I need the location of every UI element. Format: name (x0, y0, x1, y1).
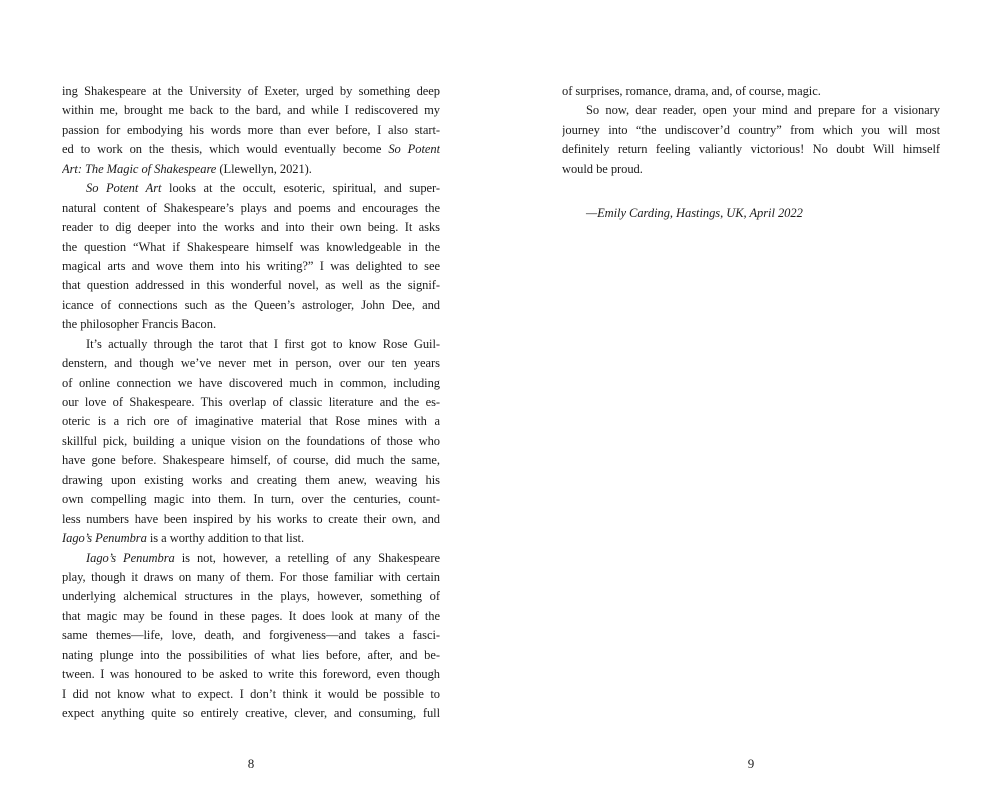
text-line: that magic may be found in these pages. It does look at many of the (62, 608, 440, 623)
text-line: It’s actually through the tarot that I first got to know Rose Guil- (86, 336, 440, 351)
text-line: own compelling magic into them. In turn, over the centuries, count- (62, 492, 440, 507)
paragraph (562, 101, 940, 179)
text-line: I did not know what to expect. I don’t think it would be possible to (62, 686, 440, 701)
page-number-left: 8 (247, 756, 255, 771)
text-line: ing Shakespeare at the University of Exeter, urged by something deep (62, 84, 440, 98)
text-line: Iago’s Penumbra is not, however, a retelling of any Shakespeare (86, 550, 440, 565)
text-line: within me, brought me back to the bard, and while I rediscovered my (62, 103, 440, 118)
text-line: our love of Shakespeare. This overlap of classic literature and the es- (62, 395, 440, 409)
text-line: definitely return feeling valiantly victorious! No doubt Will himself (562, 142, 940, 157)
text-line: drawing upon existing works and creating them anew, weaving his (62, 472, 440, 487)
text-line: icance of connections such as the Queen’s astrologer, John Dee, and (62, 297, 440, 312)
text-line: expect anything quite so entirely creative, clever, and consuming, full (62, 706, 440, 720)
text-line: denstern, and though we’ve never met in person, over our ten years (62, 356, 440, 371)
text-line: that question addressed in this wonderful novel, as well as the signif- (62, 278, 440, 293)
paragraph (562, 82, 940, 101)
text-line: have gone before. Shakespeare himself, of course, did much the same, (62, 453, 440, 468)
text-line: the question “What if Shakespeare himself was knowledgeable in the (62, 239, 440, 254)
page-number-right: 9 (747, 756, 755, 771)
paragraph (62, 549, 440, 724)
text-line: So Potent Art looks at the occult, esoteric, spiritual, and super- (86, 181, 440, 196)
text-line: Art: The Magic of Shakespeare (Llewellyn, 2021). (62, 161, 312, 176)
text-line: of surprises, romance, drama, and, of course, magic. (562, 84, 821, 98)
text-line: same themes—life, love, death, and forgiveness—and takes a fasci- (62, 628, 440, 643)
text-line: ed to work on the thesis, which would eventually become So Potent (62, 142, 440, 157)
paragraph (62, 82, 440, 179)
paragraph (62, 335, 440, 549)
text-line: would be proud. (562, 161, 643, 176)
text-line: Iago’s Penumbra is a worthy addition to that list. (62, 531, 305, 546)
text-line: the philosopher Francis Bacon. (62, 317, 217, 332)
text-line: underlying alchemical structures in the plays, however, something of (62, 589, 440, 604)
text-line: —Emily Carding, Hastings, UK, April 2022 (586, 206, 803, 221)
text-line: less numbers have been inspired by his works to create their own, and (62, 511, 440, 526)
text-line: natural content of Shakespeare’s plays and poems and encourages the (62, 200, 440, 215)
text-line: passion for embodying his words more than ever before, I also start- (62, 122, 440, 137)
text-line: So now, dear reader, open your mind and prepare for a visionary (586, 103, 940, 118)
text-line: tween. I was honoured to be asked to write this foreword, even though (62, 667, 440, 682)
text-line: oteric is a rich ore of imaginative material that Rose mines with a (62, 414, 440, 429)
paragraph (62, 179, 440, 335)
text-line: journey into “the undiscover’d country” from which you will most (562, 122, 940, 137)
attribution (562, 204, 940, 223)
text-line: skillful pick, building a unique vision on the foundations of those who (62, 433, 440, 448)
text-line: magical arts and wove them into his writing?” I was delighted to see (62, 258, 440, 273)
page-9-text-column (562, 82, 940, 224)
text-line: of online connection we have discovered much in common, including (62, 375, 440, 390)
page-8-text-column (62, 82, 440, 723)
text-line: reader to dig deeper into the works and into their own being. It asks (62, 220, 440, 235)
text-line: nating plunge into the possibilities of what lies before, after, and be- (62, 647, 440, 662)
text-line: play, though it draws on many of them. For those familiar with certain (62, 569, 440, 584)
